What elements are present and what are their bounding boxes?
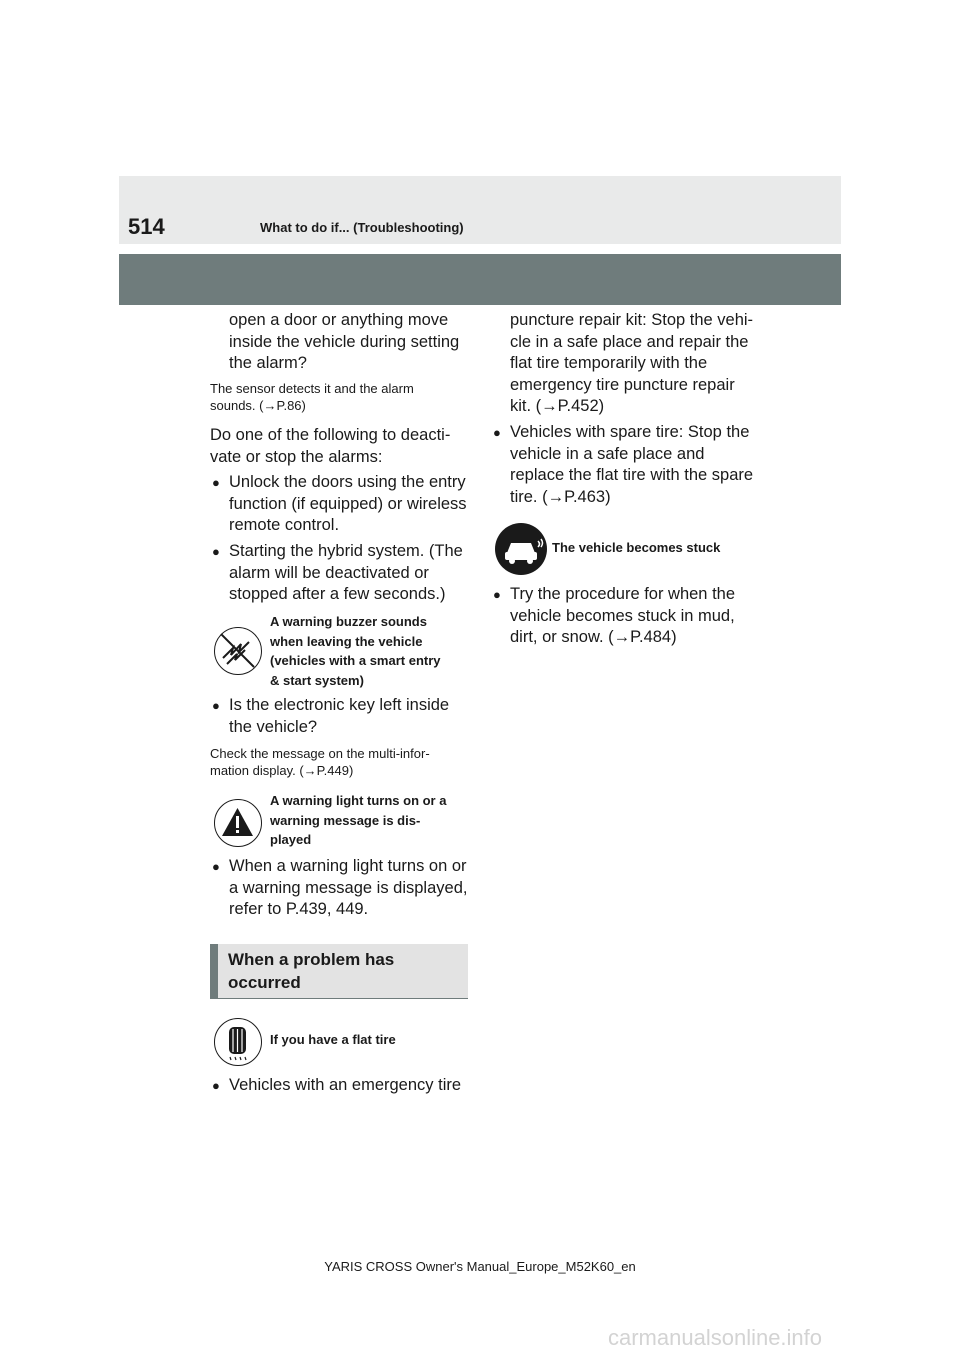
bullet-start: ● Starting the hybrid system. (The alarm will be deactivated or stopped after a few seconds.) [212,542,463,603]
stuck-vehicle-icon [495,523,547,575]
watermark: carmanualsonline.info [608,1325,823,1350]
bullet-spare: ● Vehicles with spare tire: Stop the vehicle in a safe place and replace the flat tire with the spare tire. (→P.463) [493,423,754,506]
bullet-key: ● Is the electronic key left inside the vehicle? [212,696,450,736]
warning-label: A warning light turns on or a warning message is dis- played [270,793,447,847]
flat-tire-label: If you have a flat tire [270,1032,396,1047]
bullet-warning: ● When a warning light turns on or a warning message is displayed, refer to P.439, 449. [212,857,468,918]
alarm-intro: Do one of the following to deacti- vate or stop the alarms: [210,426,451,466]
repair-text: puncture repair kit: Stop the vehi- cle in a safe place and repair the flat tire temporarily with the emergency tire puncture repair kit. (→P.452) [510,311,754,415]
bullet-stuck: ● Try the procedure for when the vehicle becomes stuck in mud, dirt, or snow. (→P.484) [493,585,736,646]
key-note: Check the message on the multi-infor- mation display. (→P.449) [210,746,430,778]
stuck-label: The vehicle becomes stuck [552,540,721,555]
alarm-note: The sensor detects it and the alarm sounds. (→P.86) [210,381,414,413]
footer-manual-id: YARIS CROSS Owner's Manual_Europe_M52K60_en [324,1259,636,1274]
buzzer-icon [214,627,262,675]
buzzer-label: A warning buzzer sounds when leaving the vehicle (vehicles with a smart entry & start system) [270,614,441,688]
header-band [119,254,841,305]
section-title: What to do if... (Troubleshooting) [260,220,464,235]
bullet-emergency: ● Vehicles with an emergency tire [212,1076,462,1094]
warning-exclamation-icon [214,799,262,847]
bullet-unlock: ● Unlock the doors using the entry function (if equipped) or wireless remote control. [212,473,467,534]
flat-tire-icon [214,1018,262,1066]
problem-heading: When a problem has occurred [210,944,468,999]
page-number: 514 [128,214,165,239]
header-bar [119,176,841,244]
alarm-question: open a door or anything move inside the vehicle during setting the alarm? [229,311,460,372]
